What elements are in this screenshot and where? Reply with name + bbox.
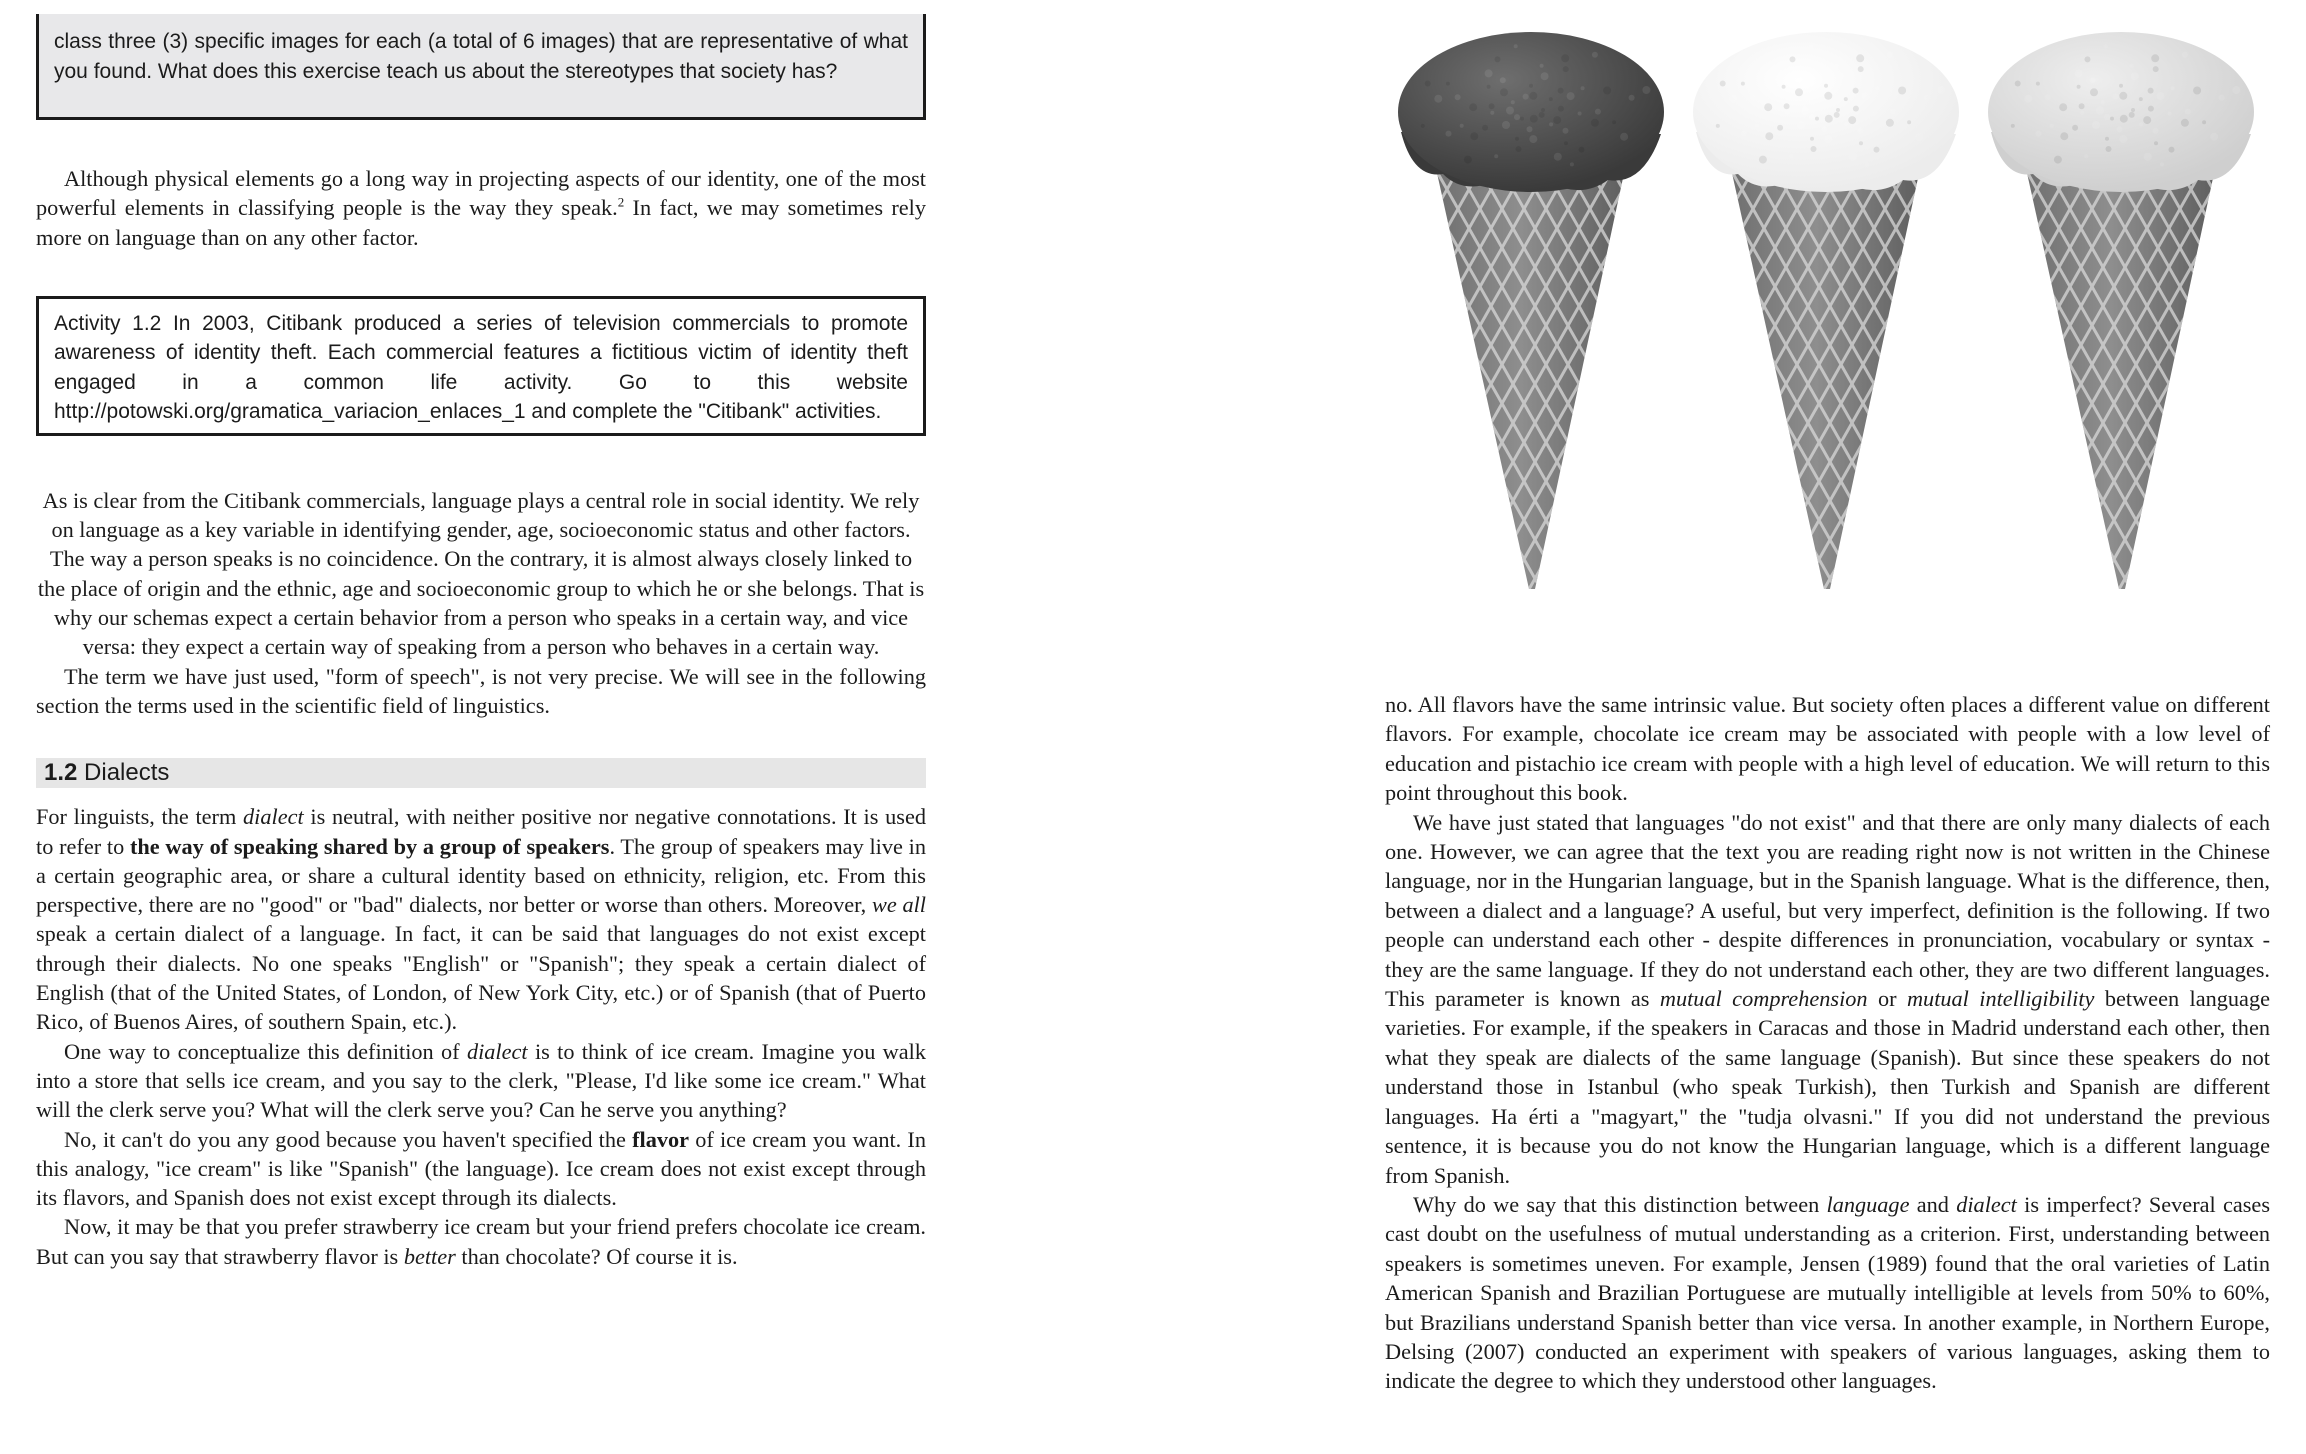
text-run: is neutral, with neither positive nor negative connotations. It is used to refer to [36, 804, 926, 859]
bold-run: the way of speaking shared by a group of speakers [129, 833, 610, 859]
exercise-text: class three (3) specific images for each (a total of 6 images) that are representative of what you found. What does this exercise teach us about the stereotypes that society has? [54, 30, 908, 83]
paragraph-identity-text-2: In fact, we may sometimes rely more on language than on any other factor. [36, 195, 926, 250]
text-run: is to think of ice cream. Imagine you walk into a store that sells ice cream, and you say to the clerk, "Please, I'd like some ice cream." What will the clerk serve you? What will the clerk serve you? Can he serve you anything? [36, 1038, 926, 1123]
italic-run: better [403, 1243, 456, 1269]
text-run: than chocolate? Of course it is. [455, 1243, 738, 1269]
ice-cream-cone-pistachio [1973, 14, 2268, 594]
paragraph-intrinsic-value: no. All flavors have the same intrinsic value. But society often places a different value on different flavors. For example, chocolate ice cream may be associated with people with a low level of education and pistachio ice cream with people with a high level of education. We will return to this point throughout this book. [1385, 692, 2270, 806]
paragraph-imperfect [1385, 1190, 2270, 1396]
text-run: . The group of speakers may live in a certain geographic area, or share a cultural identity based on ethnicity, religion, etc. From this perspective, there are no "good" or "bad" dialects, nor better or worse than others. Moreover, [36, 833, 926, 918]
paragraph-identity-text: Although physical elements go a long way in projecting aspects of our identity, one of the most powerful elements in classifying people is the way they speak. [36, 166, 926, 221]
paragraph-identity [36, 164, 926, 252]
footnote-marker: 2 [617, 194, 625, 210]
text-run: speak a certain dialect of a language. In fact, it can be said that languages do not exist except through their dialects. No one speaks "English" or "Spanish"; they speak a certain dialect of English (that of the United States, of London, of New York City, etc.) or of Spanish (that of Puerto Rico, of Buenos Aires, of southern Spain, etc.). [36, 921, 926, 1035]
text-run: One way to conceptualize this definition of [64, 1038, 467, 1064]
italic-run: mutual comprehension [1659, 986, 1868, 1012]
text-run: or [1867, 986, 1907, 1012]
section-title: Dialects [77, 759, 170, 787]
italic-run: dialect [243, 804, 304, 830]
paragraph-ice-cream [36, 1037, 926, 1125]
text-run: is imperfect? Several cases cast doubt on the usefulness of mutual understanding as a criterion. First, understanding between speakers is sometimes uneven. For example, Jensen (1989) found that the oral varieties of Latin American Spanish and Brazilian Portuguese are mutually intelligible at levels from 50% to 60%, but Brazilians understand Spanish better than vice versa. In another example, in Northern Europe, Delsing (2007) conducted an experiment with speakers of various languages, asking them to indicate the degree to which they understood other languages. [1385, 1191, 2271, 1394]
paragraph-flavor [36, 1125, 926, 1213]
text-run: and [1909, 1191, 1957, 1217]
right-text [1385, 690, 2270, 1396]
text-run: Now, it may be that you prefer strawberry ice cream but your friend prefers chocolate ice cream. But can you say that strawberry flavor is [36, 1214, 926, 1269]
ice-cream-cone-vanilla [1678, 14, 1973, 594]
text-run: between language varieties. For example, if the speakers in Caracas and those in Madrid understand each other, then what they speak are dialects of the same language (Spanish). But since these speakers do not understand those in Istanbul (who speak Turkish), then Turkish and Spanish are different languages. Ha érti a "magyart," the "tudja olvasni." If you did not understand the previous sentence, it is because you do not know the Hungarian language, which is a different language from Spanish. [1385, 986, 2270, 1188]
section-number: 1.2 [44, 759, 78, 787]
left-page [36, 14, 926, 1271]
cone [1973, 154, 2268, 594]
italic-run: mutual intelligibility [1906, 986, 2095, 1012]
italic-run: dialect [1956, 1191, 2017, 1217]
activity-box [36, 296, 926, 436]
paragraph-dialect-vs-language [1385, 808, 2270, 1190]
cone [1678, 154, 1973, 594]
text-run: Why do we say that this distinction between [1413, 1191, 1827, 1217]
italic-run: we all [871, 892, 926, 918]
text-run: We have just stated that languages "do not exist" and that there are only many dialects of each one. However, we can agree that the text you are reading right now is not written in the Chinese language, nor in the Hungarian language, but in the Spanish language. What is the difference, then, between a dialect and a language? A useful, but very imperfect, definition is the following. If two people can understand each other - despite differences in pronunciation, vocabulary or syntax - they are the same language. If they do not understand each other, they are two different languages. This parameter is known as [1385, 809, 2270, 1012]
activity-text: Activity 1.2 In 2003, Citibank produced a series of television commercials to promote awareness of identity theft. Each commercial features a fictitious victim of identity theft engaged in a common life activity. Go to this website http://potowski.org/gramatica_variacion_enlaces_1 and complete the "Citibank" activities. [54, 311, 908, 424]
ice-cream-cones-image [1383, 14, 2270, 594]
text-run: of ice cream you want. In this analogy, "ice cream" is like "Spanish" (the language). Ice cream does not exist except through its flavors, and Spanish does not exist except through its dialects. [36, 1126, 926, 1211]
paragraph-strawberry [36, 1212, 926, 1271]
italic-run: language [1826, 1191, 1910, 1217]
ice-cream-cone-chocolate [1383, 14, 1678, 594]
bold-run: flavor [632, 1126, 690, 1152]
paragraph-form-of-speech: The term we have just used, "form of speech", is not very precise. We will see in the following section the terms used in the scientific field of linguistics. [36, 663, 926, 718]
cone [1383, 154, 1678, 594]
text-run: For linguists, the term [36, 804, 244, 830]
paragraph-citibank: As is clear from the Citibank commercials, language plays a central role in social identity. We rely on language as a key variable in identifying gender, age, socioeconomic status and other factors. The way a person speaks is no coincidence. On the contrary, it is almost always closely linked to the place of origin and the ethnic, age and socioeconomic group to which he or she belongs. That is why our schemas expect a certain behavior from a person who speaks in a certain way, and vice versa: they expect a certain way of speaking from a person who behaves in a certain way. [37, 487, 925, 660]
right-page [1385, 14, 2270, 1396]
exercise-box [36, 14, 926, 120]
paragraph-dialect-definition [36, 802, 926, 1036]
italic-run: dialect [466, 1038, 528, 1064]
text-run: No, it can't do you any good because you haven't specified the [64, 1126, 633, 1152]
section-heading [36, 758, 926, 788]
